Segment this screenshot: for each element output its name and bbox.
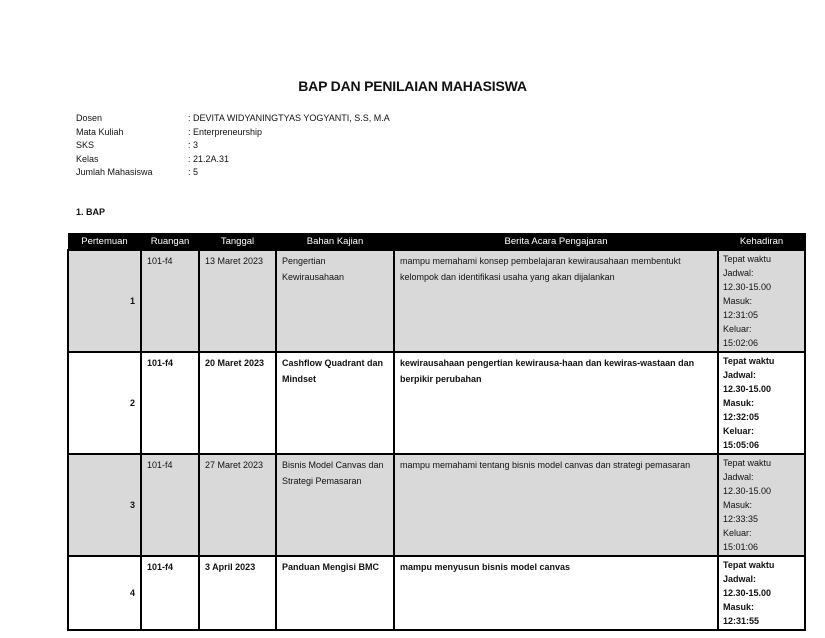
attendance-line: 12.30-15.00 (723, 486, 772, 496)
cell-kehadiran (718, 250, 805, 352)
attendance-line: Masuk: (723, 500, 753, 510)
attendance-status: Tepat waktu (723, 458, 772, 468)
cell-berita-acara: mampu menyusun bisnis model canvas (394, 556, 718, 630)
info-label: Mata Kuliah (76, 126, 124, 137)
info-value: : 3 (188, 140, 199, 150)
info-value: : DEVITA WIDYANINGTYAS YOGYANTI, S.S, M.A (188, 113, 390, 123)
cell-pertemuan: 3 (68, 454, 141, 556)
attendance-line: 12.30-15.00 (723, 282, 772, 292)
attendance-line: 12:31:55 (723, 616, 760, 626)
cell-ruangan: 101-f4 (141, 454, 199, 556)
attendance-line: Keluar: (723, 324, 752, 334)
attendance-status: Tepat waktu (723, 560, 775, 570)
attendance-line: Jadwal: (723, 370, 757, 380)
table-row (68, 352, 805, 454)
header-pertemuan: Pertemuan (68, 234, 141, 251)
table-row (68, 250, 805, 352)
cell-ruangan: 101-f4 (141, 352, 199, 454)
attendance-line: 15:01:06 (723, 542, 759, 552)
header-berita-acara: Berita Acara Pengajaran (394, 234, 718, 251)
table-header-row (68, 234, 805, 251)
page-title: BAP DAN PENILAIAN MAHASISWA (298, 78, 527, 94)
header-tanggal: Tanggal (199, 234, 276, 251)
attendance-line: 15:05:06 (723, 440, 760, 450)
attendance-line: 12.30-15.00 (723, 588, 772, 598)
attendance-line: 15:02:06 (723, 338, 759, 348)
cell-bahan-kajian: Panduan Mengisi BMC (276, 556, 394, 630)
info-value: : Enterpreneurship (188, 126, 263, 137)
attendance-line: 12:33:35 (723, 514, 759, 524)
cell-berita-acara: mampu memahami konsep pembelajaran kewirausahaan membentukt kelompok dan identifikasi usaha yang akan dijalankan (394, 250, 718, 352)
info-value: : 5 (188, 167, 199, 177)
cell-kehadiran (718, 556, 805, 630)
cell-tanggal: 20 Maret 2023 (199, 352, 276, 454)
info-value: : 21.2A.31 (188, 153, 230, 164)
table-row (68, 454, 805, 556)
cell-kehadiran (718, 454, 805, 556)
cell-pertemuan: 4 (68, 556, 141, 630)
cell-pertemuan: 1 (68, 250, 141, 352)
header-ruangan: Ruangan (141, 234, 199, 251)
info-label: Jumlah Mahasiswa (76, 167, 153, 177)
attendance-line: Jadwal: (723, 268, 754, 278)
cell-bahan-kajian: Bisnis Model Canvas dan Strategi Pemasaran (276, 454, 394, 556)
info-label: SKS (76, 140, 95, 150)
table-row (68, 556, 805, 630)
cell-berita-acara: kewirausahaan pengertian kewirausa-haan dan kewiras-wastaan dan berpikir perubahan (394, 352, 718, 454)
cell-kehadiran (718, 352, 805, 454)
header-bahan-kajian: Bahan Kajian (276, 234, 394, 251)
info-label: Dosen (76, 113, 103, 123)
header-kehadiran: Kehadiran (718, 234, 805, 251)
attendance-line: Jadwal: (723, 574, 757, 584)
cell-bahan-kajian: Cashflow Quadrant dan Mindset (276, 352, 394, 454)
attendance-line: Keluar: (723, 528, 752, 538)
cell-tanggal: 3 April 2023 (199, 556, 276, 630)
bap-table (67, 233, 806, 631)
attendance-line: 12:31:05 (723, 310, 759, 320)
attendance-status: Tepat waktu (723, 254, 772, 264)
attendance-line: 12.30-15.00 (723, 384, 772, 394)
cell-bahan-kajian: Pengertian Kewirausahaan (276, 250, 394, 352)
attendance-line: Keluar: (723, 426, 755, 436)
cell-berita-acara: mampu memahami tentang bisnis model canvas dan strategi pemasaran (394, 454, 718, 556)
cell-pertemuan: 2 (68, 352, 141, 454)
attendance-line: Masuk: (723, 398, 755, 408)
cell-tanggal: 13 Maret 2023 (199, 250, 276, 352)
section-title: 1. BAP (76, 207, 106, 217)
attendance-line: Masuk: (723, 296, 753, 306)
attendance-line: Masuk: (723, 602, 755, 612)
info-label: Kelas (76, 153, 99, 164)
cell-ruangan: 101-f4 (141, 250, 199, 352)
cell-ruangan: 101-f4 (141, 556, 199, 630)
attendance-line: 12:32:05 (723, 412, 760, 422)
attendance-status: Tepat waktu (723, 356, 775, 366)
attendance-line: Jadwal: (723, 472, 754, 482)
cell-tanggal: 27 Maret 2023 (199, 454, 276, 556)
